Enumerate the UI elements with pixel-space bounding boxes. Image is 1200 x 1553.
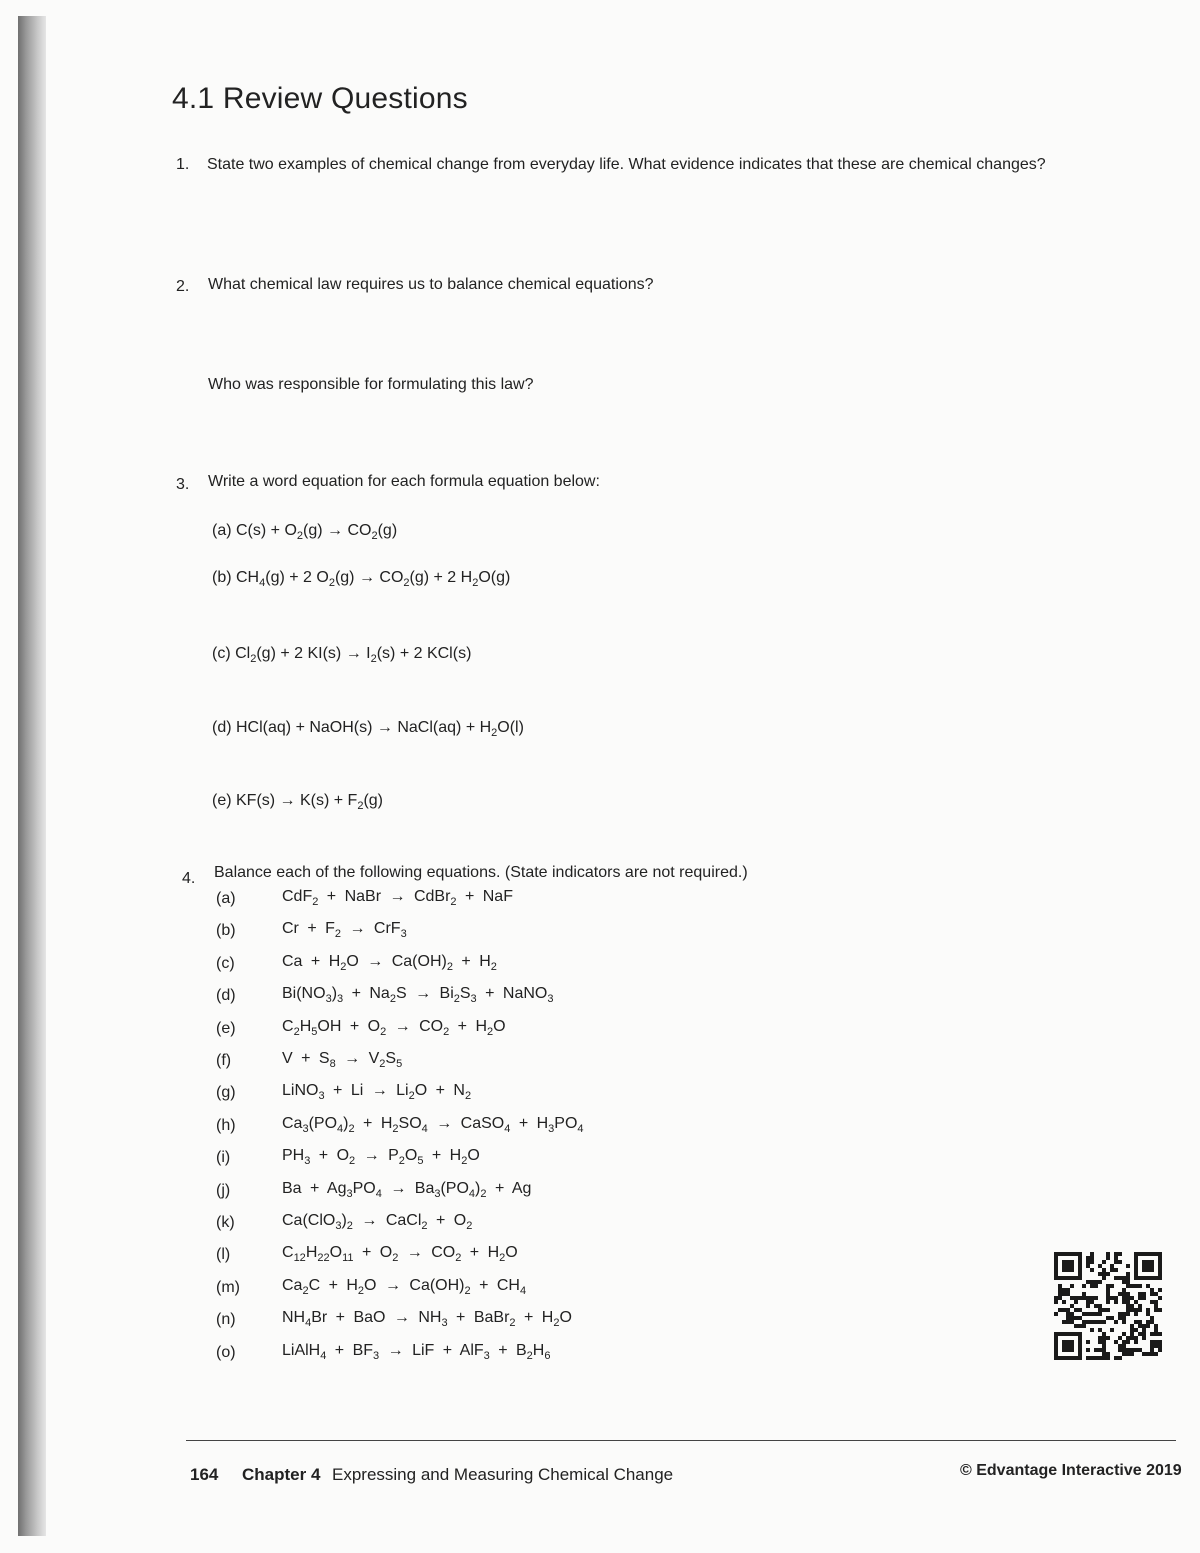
equation-label: (d) [212,719,236,736]
balance-equation: $PH_3 + O_2 \to P_2O_5 + H_2O$ [282,1147,480,1168]
equation-label: (a) [212,522,236,539]
equation-label: (e) [212,792,236,809]
balance-equation: $Ca_2C + H_2O \to Ca(OH)_2 + CH_4$ [282,1276,527,1297]
section-title: 4.1 Review Questions [172,82,468,115]
formula-equation: $KF(s) \to K(s) + F_2(g)$ [236,792,384,813]
balance-item-label: (g) [216,1084,236,1102]
balance-item-label: (f) [216,1052,232,1069]
equation-label: (b) [212,569,236,586]
question-2-number: 2. [176,278,190,295]
balance-item-label: (d) [216,987,236,1005]
balance-item-label: (h) [216,1116,236,1134]
question-4-number: 4. [182,870,196,887]
balance-equation: $C_2H_5OH + O_2 \to CO_2 + H_2O$ [282,1017,506,1038]
balance-item-label: (k) [216,1214,235,1231]
balance-equation: LiAlH$_4$ + $BF_3$ → LiF + $AlF_3 + B_2H_6$ [282,1341,551,1362]
formula-equation: HCl(aq) + NaOH(s) → NaCl(aq) + $H_2O(l)$ [236,719,524,740]
footer-rule [186,1440,1176,1441]
balance-item-label: (m) [216,1278,240,1296]
balance-item-label: (o) [216,1343,236,1361]
word-equation-item [212,645,471,665]
formula-equation: $Cl_2(g) + 2$ $KI(s) \to I_2(s) + 2$ KCl(s) [235,645,472,666]
word-equation-item [212,522,397,542]
balance-item-label: (e) [216,1019,236,1037]
footer-copyright: © Edvantage Interactive 2019 [960,1462,1182,1479]
question-3-number: 3. [176,476,190,493]
balance-equation: $V + S_8 \to V_2S_5$ [282,1050,403,1071]
balance-equation: $Ca(ClO_3)_2$ → CaCl$_2$ + $O_2$ [282,1212,473,1233]
question-2-text: What chemical law requires us to balance chemical equations? [208,276,654,293]
balance-item-label: (c) [216,954,235,972]
balance-equation: $NH_4Br$ + BaO → $NH_3$ + BaBr$_2$ + $H_2O$ [282,1309,572,1330]
balance-item-label: (i) [216,1149,231,1167]
balance-equation: $Bi(NO_3)_3 + Na_2S \to Bi_2S_3$ + NaNO$_3$ [282,985,554,1006]
word-equation-item [212,792,383,812]
balance-equation: $C_{12}H_{22}O_{11} + O_2 \to CO_2 + H_2O$ [282,1244,518,1265]
formula-equation: $C(s) + O_2(g) \to CO_2(g)$ [236,522,398,543]
balance-item-label: (n) [216,1311,236,1329]
question-1-text: State two examples of chemical change from everyday life. What evidence indicates that these are chemical changes? [207,156,1046,173]
balance-equation: $Ba + Ag_3PO_4 \to Ba_3(PO_4)_2 + Ag$ [282,1179,532,1200]
qr-code[interactable] [1054,1252,1162,1360]
balance-equation: LiNO$_3$ + $Li \to Li_2O + N_2$ [282,1082,472,1103]
formula-equation: $CH_4(g) + 2$ $O_2(g) \to CO_2(g) + 2$ $H_2O(g)$ [236,569,511,590]
question-4-text: Balance each of the following equations. (State indicators are not required.) [214,864,748,881]
equation-label: (c) [212,645,236,662]
question-3-text: Write a word equation for each formula equation below: [208,473,600,490]
balance-equation: CdF$_2$ + NaBr → CdBr$_2$ + NaF [282,888,513,909]
balance-equation: $Ca + H_2O \to Ca(OH)_2 + H_2$ [282,952,497,973]
balance-item-label: (j) [216,1181,231,1199]
footer-chapter: Chapter 4 [242,1465,321,1484]
balance-item-label: (b) [216,922,236,940]
footer-chapter-title: Expressing and Measuring Chemical Change [332,1465,674,1484]
footer-page-number: 164 [190,1465,219,1484]
scan-binding-edge [18,16,46,1536]
word-equation-item [212,569,510,589]
balance-item-label: (l) [216,1246,231,1264]
balance-equation: $Cr + F_2 \to CrF_3$ [282,920,407,941]
balance-equation: $Ca_3(PO_4)_2 + H_2SO_4$ → CaSO$_4$ + $H_3PO_4$ [282,1114,584,1135]
balance-item-label: (a) [216,890,236,907]
question-2-followup: Who was responsible for formulating this law? [208,376,534,393]
question-1-number: 1. [176,156,190,173]
word-equation-item [212,719,524,739]
